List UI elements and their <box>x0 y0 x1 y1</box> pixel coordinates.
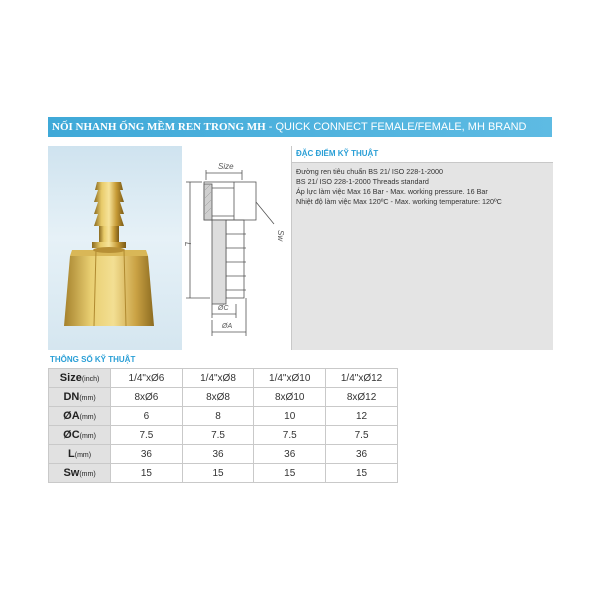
table-cell: 7.5 <box>182 426 254 445</box>
table-cell: 7.5 <box>254 426 326 445</box>
table-row <box>49 388 398 407</box>
table-row <box>49 445 398 464</box>
product-title-vi: NỐI NHANH ỐNG MỀM REN TRONG MH <box>52 121 266 133</box>
l-dimension-label: L <box>183 242 192 247</box>
cross-section-diagram <box>182 146 290 350</box>
a-dimension-label: ØA <box>222 323 233 330</box>
table-row <box>49 407 398 426</box>
table-row <box>49 426 398 445</box>
size-dimension-label: Size <box>218 162 234 171</box>
table-cell: 6 <box>111 407 183 426</box>
table-cell: 10 <box>254 407 326 426</box>
table-cell: 1/4"xØ10 <box>254 369 326 388</box>
spec-line: BS 21/ ISO 228-1-2000 Threads standard <box>296 177 429 186</box>
brass-fitting-image <box>48 146 182 350</box>
table-cell: 7.5 <box>111 426 183 445</box>
technical-drawing <box>182 146 290 350</box>
product-photo <box>48 146 182 350</box>
row-label-l: L(mm) <box>49 445 111 464</box>
table-cell: 36 <box>254 445 326 464</box>
row-label-c: ØC(mm) <box>49 426 111 445</box>
sw-dimension-label: Sw <box>276 230 285 242</box>
table-cell: 1/4"xØ6 <box>111 369 183 388</box>
table-cell: 12 <box>326 407 398 426</box>
table-cell: 8xØ10 <box>254 388 326 407</box>
table-cell: 8xØ8 <box>182 388 254 407</box>
table-cell: 7.5 <box>326 426 398 445</box>
row-label-dn: DN(mm) <box>49 388 111 407</box>
spec-line: Nhiệt độ làm việc Max 120ºC - Max. working temperature: 120ºC <box>296 197 502 206</box>
product-title-en: - QUICK CONNECT FEMALE/FEMALE, MH BRAND <box>265 121 527 133</box>
table-cell: 8xØ6 <box>111 388 183 407</box>
table-cell: 1/4"xØ8 <box>182 369 254 388</box>
c-dimension-label: ØC <box>218 305 229 312</box>
table-cell: 15 <box>254 464 326 483</box>
params-table <box>48 368 398 483</box>
table-cell: 15 <box>182 464 254 483</box>
table-cell: 8 <box>182 407 254 426</box>
table-row <box>49 369 398 388</box>
table-cell: 15 <box>111 464 183 483</box>
table-cell: 8xØ12 <box>326 388 398 407</box>
spec-panel <box>291 146 553 350</box>
spec-list <box>292 163 553 207</box>
table-row <box>49 464 398 483</box>
row-label-sw: Sw(mm) <box>49 464 111 483</box>
table-cell: 15 <box>326 464 398 483</box>
table-cell: 36 <box>182 445 254 464</box>
product-title-bar <box>48 117 552 137</box>
row-label-size: Size(inch) <box>49 369 111 388</box>
table-cell: 36 <box>111 445 183 464</box>
spec-line: Áp lực làm việc Max 16 Bar - Max. working pressure. 16 Bar <box>296 187 488 196</box>
row-label-a: ØA(mm) <box>49 407 111 426</box>
spec-line: Đường ren tiêu chuẩn BS 21/ ISO 228-1-2000 <box>296 167 443 176</box>
spec-heading: ĐẶC ĐIỂM KỸ THUẬT <box>292 146 553 163</box>
table-cell: 36 <box>326 445 398 464</box>
table-cell: 1/4"xØ12 <box>326 369 398 388</box>
params-heading: THÔNG SỐ KỸ THUẬT <box>50 355 136 364</box>
